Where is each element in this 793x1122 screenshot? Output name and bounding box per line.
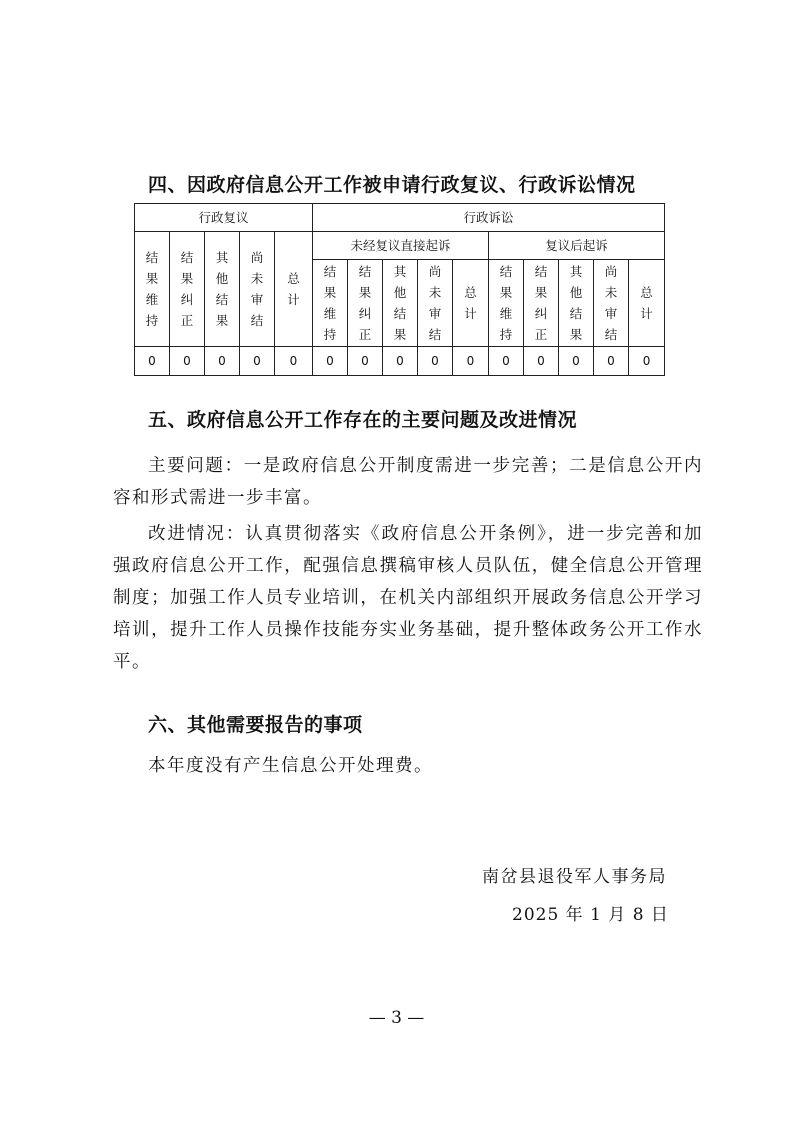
improvements-paragraph: 改进情况：认真贯彻落实《政府信息公开条例》，进一步完善和加强政府信息公开工作，配强信息撰稿审核人员队伍，健全信息公开管理制度；加强工作人员专业培训，在机关内部组织开展政务信息公开学习培训，提升工作人员操作技能夯实业务基础，提升整体政务公开工作水平。 bbox=[113, 524, 703, 672]
post-review-upheld-header: 结果维持 bbox=[489, 260, 524, 347]
value-cell: 0 bbox=[418, 347, 453, 376]
value-cell: 0 bbox=[205, 347, 240, 376]
fee-paragraph: 本年度没有产生信息公开处理费。 bbox=[148, 756, 433, 776]
post-review-corrected-header: 结果纠正 bbox=[524, 260, 559, 347]
problems-paragraph: 主要问题：一是政府信息公开制度需进一步完善；二是信息公开内容和形式需进一步丰富。 bbox=[113, 456, 703, 508]
value-cell: 0 bbox=[170, 347, 205, 376]
value-cell: 0 bbox=[313, 347, 348, 376]
signature-date: 2025 年 1 月 8 日 bbox=[512, 905, 669, 925]
review-upheld-header: 结果维持 bbox=[135, 232, 170, 347]
signature-organization: 南岔县退役军人事务局 bbox=[482, 867, 667, 887]
review-litigation-table bbox=[134, 203, 665, 376]
section-4-heading: 四、因政府信息公开工作被申请行政复议、行政诉讼情况 bbox=[148, 174, 636, 196]
value-cell: 0 bbox=[559, 347, 594, 376]
admin-litigation-header: 行政诉讼 bbox=[313, 204, 665, 232]
post-review-litigation-header: 复议后起诉 bbox=[489, 232, 665, 260]
value-cell: 0 bbox=[383, 347, 418, 376]
review-pending-header: 尚未审结 bbox=[240, 232, 275, 347]
direct-other-header: 其他结果 bbox=[383, 260, 418, 347]
section-5-heading: 五、政府信息公开工作存在的主要问题及改进情况 bbox=[148, 409, 578, 431]
review-corrected-header: 结果纠正 bbox=[170, 232, 205, 347]
value-cell: 0 bbox=[594, 347, 629, 376]
value-cell: 0 bbox=[348, 347, 383, 376]
post-review-other-header: 其他结果 bbox=[559, 260, 594, 347]
section-6-heading: 六、其他需要报告的事项 bbox=[148, 714, 363, 736]
value-cell: 0 bbox=[135, 347, 170, 376]
direct-litigation-header: 未经复议直接起诉 bbox=[313, 232, 489, 260]
post-review-pending-header: 尚未审结 bbox=[594, 260, 629, 347]
value-cell: 0 bbox=[489, 347, 524, 376]
value-cell: 0 bbox=[240, 347, 275, 376]
value-cell: 0 bbox=[453, 347, 489, 376]
value-cell: 0 bbox=[629, 347, 665, 376]
review-total-header: 总计 bbox=[275, 232, 313, 347]
direct-corrected-header: 结果纠正 bbox=[348, 260, 383, 347]
value-cell: 0 bbox=[275, 347, 313, 376]
direct-upheld-header: 结果维持 bbox=[313, 260, 348, 347]
direct-total-header: 总计 bbox=[453, 260, 489, 347]
admin-review-header: 行政复议 bbox=[135, 204, 313, 232]
page-number: — 3 — bbox=[368, 1008, 425, 1028]
post-review-total-header: 总计 bbox=[629, 260, 665, 347]
value-cell: 0 bbox=[524, 347, 559, 376]
review-other-header: 其他结果 bbox=[205, 232, 240, 347]
direct-pending-header: 尚未审结 bbox=[418, 260, 453, 347]
